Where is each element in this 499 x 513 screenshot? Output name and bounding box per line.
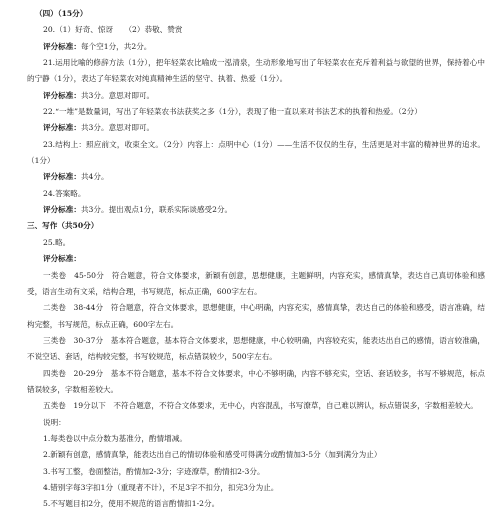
q22-scoring: [27, 120, 485, 136]
q22-answer: 22.“一堆”是数量词，写出了年轻菜农书法获奖之多（1分），表现了他一直以来对书法艺术的执着和热爱。（2分）: [43, 107, 422, 117]
q25-answer: 25.略。: [43, 237, 71, 247]
q21-scoring: [27, 88, 485, 104]
grade-2-criteria: 二类卷 38-44分 符合题意，符合文体要求，思想健康，中心明确，内容充实，感情真挚，表达自己的体验和感受，语言准确，结构完整，书写规范，标点正确，600字左右。: [27, 303, 485, 329]
scoring-text: 共4分。: [80, 172, 109, 182]
note-4: 4.错别字每3字扣1分（重现者不计），不足3字不扣分，扣完3分为止。: [43, 482, 279, 492]
q21-answer: 21.运用比喻的修辞方法（1分），把年轻菜农比喻成一泓清泉，生动形象地写出了年轻菜农在充斥着利益与欲望的世界，保持着心中的宁静（1分），表达了年轻菜农对纯真精神生活的坚守、执着、热爱（1分）。: [27, 58, 485, 84]
note-5: 5.不写题目扣2分，使用不规范的语言酌情扣1-2分。: [43, 499, 220, 509]
scoring-text: 共3分。意思对即可。: [80, 123, 155, 133]
scoring-text: 共3分。意思对即可。: [80, 90, 155, 100]
grade-1-criteria: 一类卷 45-50分 符合题意，符合文体要求，新颖有创意，思想健康，主题鲜明，内容充实，感情真挚，表达自己真切体验和感受，语言生动有文采，结构合理，书写规范，标点正确，600字左右。: [27, 270, 485, 296]
scoring-label: 评分标准：: [43, 90, 81, 100]
scoring-label: 评分标准：: [43, 172, 81, 182]
scoring-text: 每个空1分，共2分。: [80, 41, 152, 51]
grade-5-criteria: 五类卷 19分以下 不符合题意，不符合文体要求，无中心，内容混乱，书写潦草，自己难以辨认，标点错误多，字数相差较大。: [43, 401, 478, 411]
scoring-label: 评分标准：: [43, 41, 81, 51]
q20-scoring: [27, 39, 485, 55]
scoring-label: 评分标准：: [43, 205, 81, 215]
q24-answer: 24.答案略。: [43, 188, 86, 198]
section3-heading: 三、写作（共50分）: [27, 221, 99, 231]
grade-4-criteria: 四类卷 20-29分 基本不符合题意，基本不符合文体要求，中心不够明确，内容不够充实，空话、套话较多，书写不够规范，标点错误较多，字数相差较大。: [27, 368, 485, 394]
q20-answer: 20.（1）好奇、惊讶 （2）恭敬、赞赏: [43, 25, 183, 35]
q23-scoring: [27, 169, 485, 185]
note-3: 3.书写工整，卷面整洁，酌情加2-3分；字迹潦草，酌情扣2-3分。: [43, 466, 265, 476]
q24-scoring: [27, 202, 485, 218]
scoring-text: 共3分。提出观点1分，联系实际谈感受2分。: [80, 205, 233, 215]
note-1: 1.每类卷以中点分数为基准分，酌情增减。: [43, 433, 187, 443]
scoring-label: 评分标准：: [43, 123, 81, 133]
note-2: 2.新颖有创意，感情真挚，能表达出自己的情切体验和感受可得满分或酌情加3-5分（加到满分为止）: [43, 450, 382, 460]
q25-scoring-label: 评分标准：: [43, 254, 81, 264]
notes-label: 说明：: [43, 417, 66, 427]
grade-3-criteria: 三类卷 30-37分 基本符合题意，基本符合文体要求，思想健康，中心较明确，内容较充实，能表达出自己的感情，语言较准确，不说空话、套话，结构较完整，书写较规范，标点错误较少，500字左右。: [27, 335, 485, 362]
q23-answer: 23.结构上：照应前文，收束全文。（2分）内容上：点明中心（1分）——生活不仅仅的生存，生活更是对丰富的精神世界的追求。（1分）: [27, 139, 485, 166]
section4-heading: （四）（15分）: [35, 9, 88, 18]
